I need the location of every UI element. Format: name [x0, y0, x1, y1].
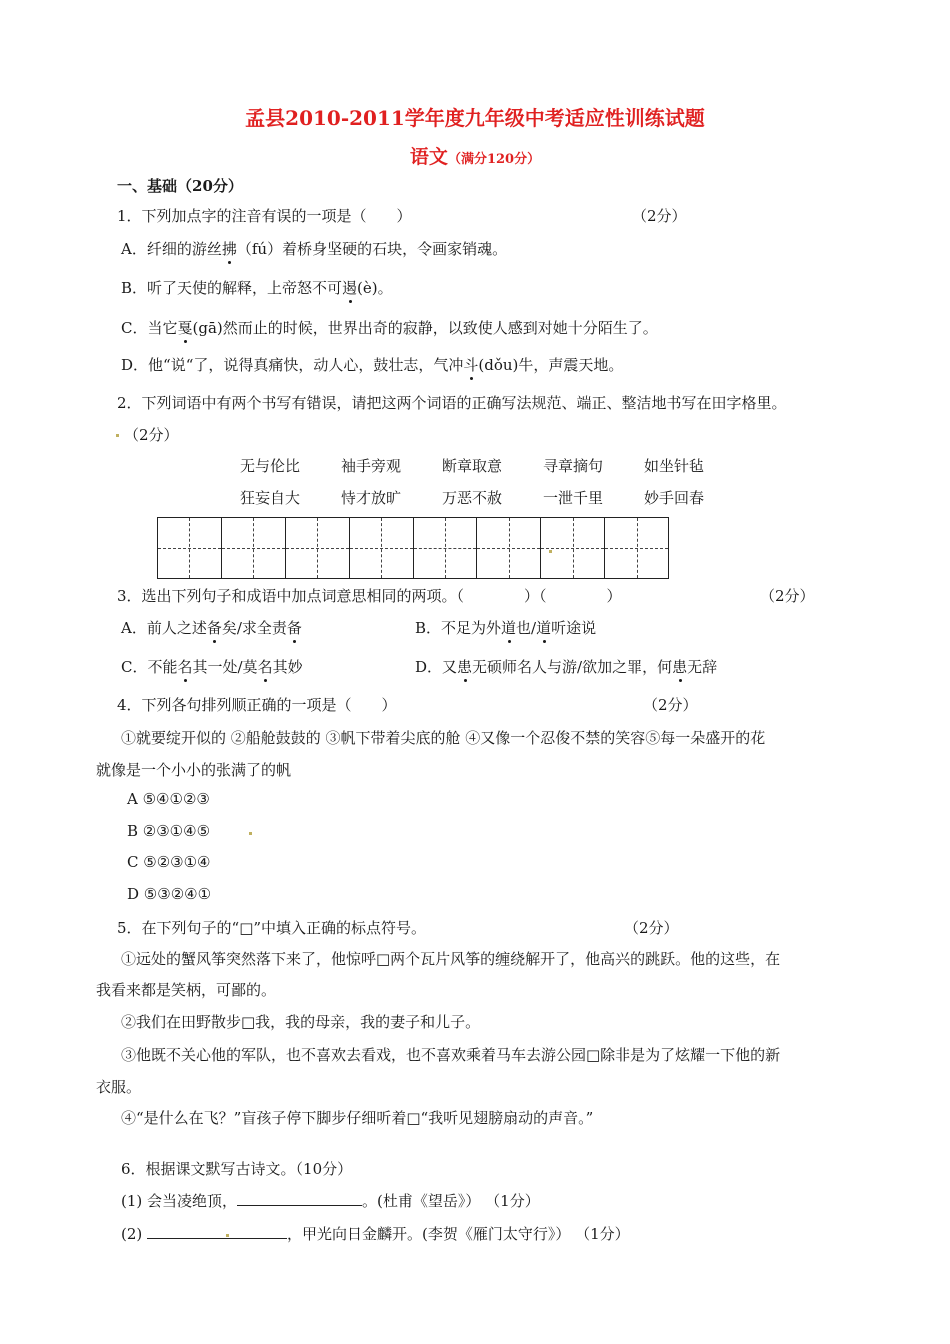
- word-item: 无与伦比: [240, 457, 301, 475]
- question-3-option-d: D．又患无硕师名人与游/欲加之罪，何患无辞: [415, 658, 718, 676]
- word-item: 断章取意: [442, 457, 503, 475]
- grid-cell[interactable]: [541, 518, 605, 578]
- question-6-stem: 6．根据课文默写古诗文。（10分）: [121, 1160, 353, 1178]
- word-item: 妙手回春: [644, 489, 705, 507]
- grid-cell[interactable]: [350, 518, 414, 578]
- grid-cell[interactable]: [414, 518, 478, 578]
- question-4-option: C ⑤②③①④: [127, 853, 211, 871]
- question-3-option-b: B．不足为外道也/道听途说: [415, 619, 597, 637]
- question-4-option: B ②③①④⑤: [127, 822, 211, 840]
- question-5-sentence-4: ④“是什么在飞？”盲孩子停下脚步仔细听着□“我听见翅膀扇动的声音。”: [121, 1109, 594, 1127]
- question-4-option: A ⑤④①②③: [127, 790, 210, 808]
- word-item: 袖手旁观: [341, 457, 402, 475]
- answer-blank[interactable]: [237, 1191, 362, 1206]
- question-6-line-2: (2) ，甲光向日金麟开。(李贺《雁门太守行》） （1分）: [121, 1225, 630, 1243]
- question-1-option-d: D．他“说“了，说得真痛快，动人心，鼓壮志，气冲斗(dǒu)牛，声震天地。: [121, 356, 624, 374]
- grid-cell[interactable]: [286, 518, 350, 578]
- question-4-points: （2分）: [643, 696, 698, 714]
- word-item: 一泄千里: [543, 489, 604, 507]
- full-score-note: （满分120分）: [447, 152, 541, 167]
- grid-cell[interactable]: [158, 518, 222, 578]
- grid-cell[interactable]: [477, 518, 541, 578]
- question-5-sentence-2: ②我们在田野散步□我，我的母亲，我的妻子和儿子。: [121, 1013, 481, 1031]
- word-item: 寻章摘句: [543, 457, 604, 475]
- question-5-sentence-3-cont: 衣服。: [96, 1078, 142, 1096]
- question-6-line-1: (1) 会当凌绝顶， 。(杜甫《望岳》） （1分）: [121, 1192, 540, 1210]
- question-4-sentence-line-2: 就像是一个小小的张满了的帆: [96, 761, 292, 779]
- question-3-option-a: A．前人之述备矣/求全责备: [121, 619, 302, 637]
- question-3-points: （2分）: [760, 587, 815, 605]
- question-4-option: D ⑤③②④①: [127, 885, 212, 903]
- word-item: 恃才放旷: [341, 489, 402, 507]
- question-5-points: （2分）: [624, 919, 679, 937]
- question-3-option-c: C．不能名其一处/莫名其妙: [121, 658, 303, 676]
- question-2-stem: 2．下列词语中有两个书写有错误，请把这两个词语的正确写法规范、端正、整洁地书写在田字格里。: [117, 394, 787, 412]
- answer-blank[interactable]: [147, 1224, 287, 1239]
- question-1-points: （2分）: [632, 207, 687, 225]
- question-5-sentence-1-cont: 我看来都是笑柄，可鄙的。: [96, 981, 277, 999]
- question-1-option-b: B．听了天使的解释，上帝怒不可遏(è)。: [121, 279, 393, 297]
- page-title: 孟县2010-2011学年度九年级中考适应性训练试题: [245, 106, 705, 130]
- question-4-stem: 4．下列各句排列顺正确的一项是（ ）: [117, 696, 397, 714]
- question-5-sentence-3: ③他既不关心他的军队，也不喜欢去看戏，也不喜欢乘着马车去游公园□除非是为了炫耀一下他的新: [121, 1046, 781, 1064]
- question-2-points: （2分）: [124, 426, 179, 444]
- question-5-sentence-1: ①远处的蟹风筝突然落下来了，他惊呼□两个瓦片风筝的缠绕解开了，他高兴的跳跃。他的这些，在: [121, 950, 781, 968]
- question-3-stem: 3．选出下列句子和成语中加点词意思相同的两项。（ ）（ ）: [117, 587, 622, 605]
- question-5-stem: 5．在下列句子的“□”中填入正确的标点符号。: [117, 919, 427, 937]
- section-heading: 一、基础（20分）: [117, 177, 243, 195]
- grid-cell[interactable]: [605, 518, 668, 578]
- word-item: 狂妄自大: [240, 489, 301, 507]
- question-1-stem: 1．下列加点字的注音有误的一项是（ ）: [117, 207, 412, 225]
- grid-cell[interactable]: [222, 518, 286, 578]
- question-1-option-a: A．纤细的游丝拂（fú）着桥身坚硬的石块，令画家销魂。: [121, 240, 508, 258]
- word-item: 如坐针毡: [644, 457, 705, 475]
- question-4-sentence-line-1: ①就要绽开似的 ②船舱鼓鼓的 ③帆下带着尖底的舱 ④又像一个忍俊不禁的笑容⑤每一朵盛开的花: [121, 729, 766, 747]
- question-1-option-c: C．当它戛(gā)然而止的时候，世界出奇的寂静，以致使人感到对她十分陌生了。: [121, 319, 658, 337]
- page-subtitle: 语文（满分120分）: [409, 146, 541, 168]
- tianzige-writing-grid[interactable]: [157, 517, 669, 579]
- word-item: 万恶不赦: [442, 489, 503, 507]
